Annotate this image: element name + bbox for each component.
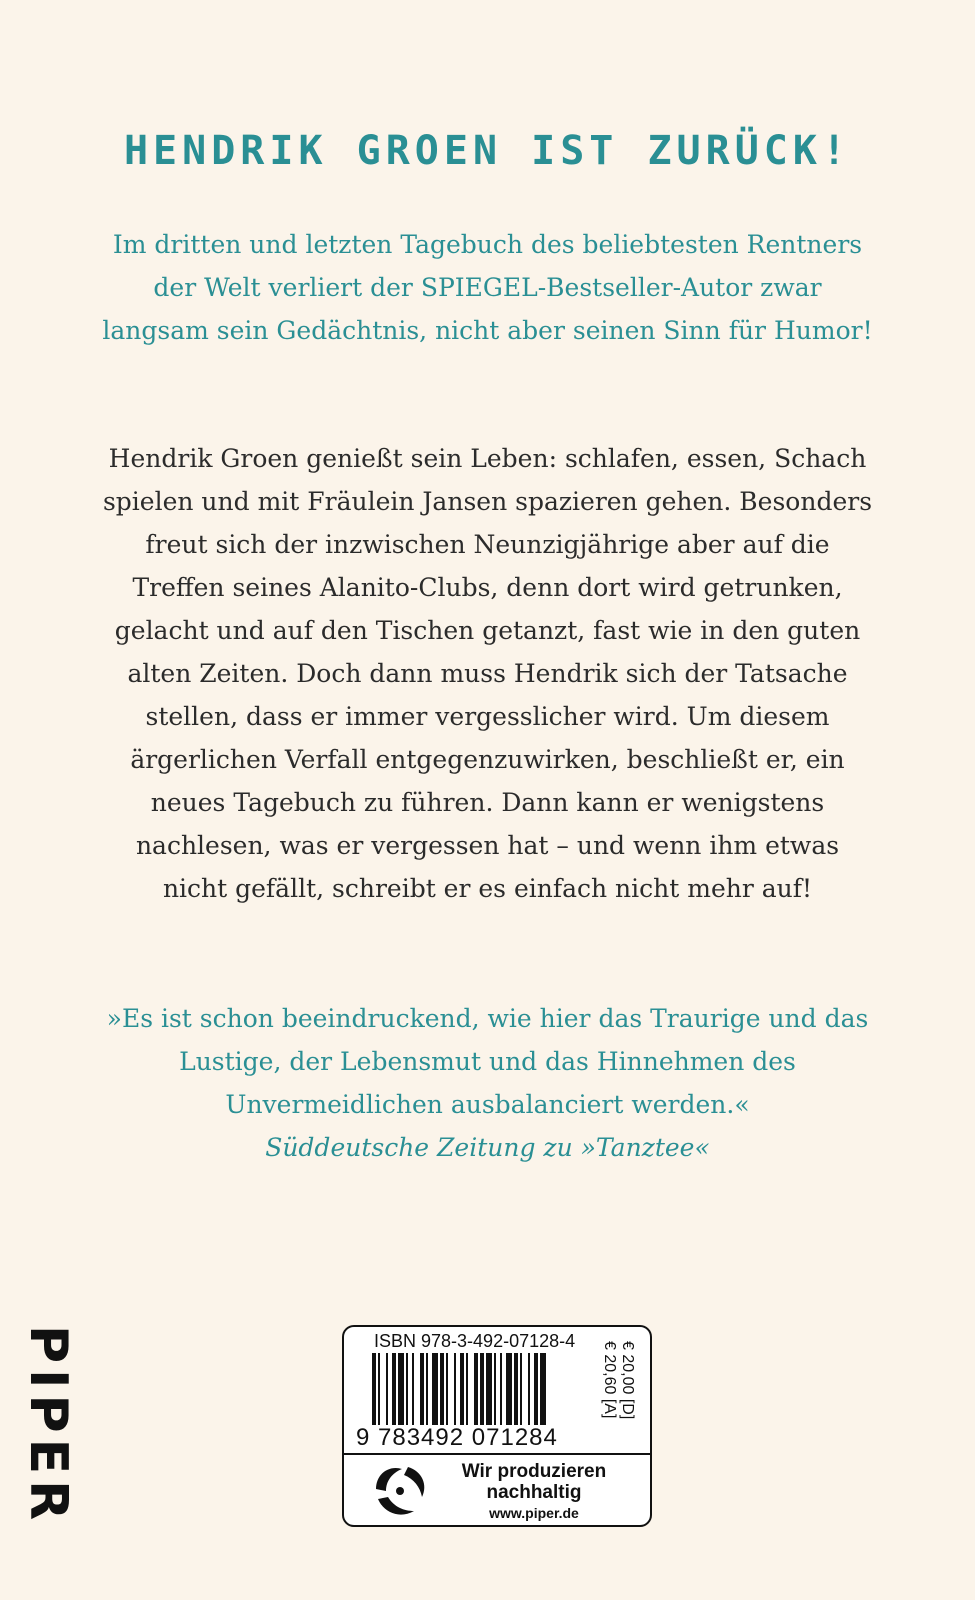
barcode-bar — [426, 1353, 428, 1425]
barcode-digits: 9 783492 071284 — [356, 1424, 558, 1451]
barcode-bar — [500, 1353, 502, 1425]
headline: HENDRIK GROEN IST ZURÜCK! — [123, 128, 852, 174]
barcode — [372, 1353, 594, 1425]
barcode-bar — [520, 1353, 522, 1425]
eco-line-2: nachhaltig — [486, 1482, 582, 1503]
barcode-bar — [412, 1353, 414, 1425]
isbn-label — [342, 1325, 652, 1527]
barcode-bar — [378, 1353, 380, 1425]
barcode-bar — [460, 1353, 464, 1425]
barcode-bar — [454, 1353, 456, 1425]
barcode-bar — [480, 1353, 484, 1425]
barcode-bar — [406, 1353, 408, 1425]
isbn-number: ISBN 978-3-492-07128-4 — [374, 1331, 576, 1351]
barcode-bar — [486, 1353, 492, 1425]
eco-line-1: Wir produzieren — [461, 1461, 607, 1482]
barcode-bar — [392, 1353, 396, 1425]
barcode-bar — [528, 1353, 530, 1425]
intro-paragraph: Im dritten und letzten Tagebuch des beliebtesten Rentners der Welt verliert der SPIEGEL-Bestseller-Autor zwar langsam sein Gedächtnis, nicht aber seinen Sinn für Humor! — [102, 230, 873, 345]
barcode-bar — [372, 1353, 376, 1425]
review-quote — [100, 997, 875, 1169]
barcode-bar — [386, 1353, 388, 1425]
recycle-leaves-icon — [368, 1461, 432, 1521]
publisher-logo: PIPER — [18, 1325, 78, 1527]
barcode-bar — [398, 1353, 404, 1425]
barcode-bar — [446, 1353, 448, 1425]
barcode-bar — [420, 1353, 424, 1425]
barcode-bar — [514, 1353, 518, 1425]
price-block — [600, 1341, 636, 1419]
publisher-url: www.piper.de — [489, 1505, 579, 1521]
price-at: € 20,60 [A] — [601, 1341, 618, 1419]
barcode-bar — [534, 1353, 538, 1425]
barcode-bar — [440, 1353, 444, 1425]
barcode-bar — [540, 1353, 546, 1425]
price-de: € 20,00 [D] — [619, 1341, 636, 1420]
barcode-bar — [494, 1353, 496, 1425]
barcode-bar — [506, 1353, 512, 1425]
quote-text: »Es ist schon beeindruckend, wie hier das Traurige und das Lustige, der Lebensmut und das Hinnehmen des Unvermeidlichen ausbalanciert werden.« — [106, 1004, 869, 1119]
sustainability-text — [444, 1461, 624, 1524]
blurb-paragraph: Hendrik Groen genießt sein Leben: schlafen, essen, Schach spielen und mit Fräulein Jansen spazieren gehen. Besonders freut sich der inzwischen Neunzigjährige aber auf die Treffen seines Alanito-Clubs, denn dort wird getrunken, gelacht und auf den Tischen getanzt, fast wie in den guten alten Zeiten. Doch dann muss Hendrik sich der Tatsache stellen, dass er immer vergesslicher wird. Um diesem ärgerlichen Verfall entgegenzuwirken, beschließt er, ein neues Tagebuch zu führen. Dann kann er wenigstens nachlesen, was er vergessen hat – und wenn ihm etwas nicht gefällt, schreibt er es einfach nicht mehr auf! — [102, 444, 873, 903]
barcode-bar — [474, 1353, 478, 1425]
barcode-bar — [432, 1353, 438, 1425]
barcode-bar — [466, 1353, 468, 1425]
quote-source: Süddeutsche Zeitung zu »Tanztee« — [265, 1133, 710, 1162]
sustainability-badge — [344, 1453, 650, 1527]
